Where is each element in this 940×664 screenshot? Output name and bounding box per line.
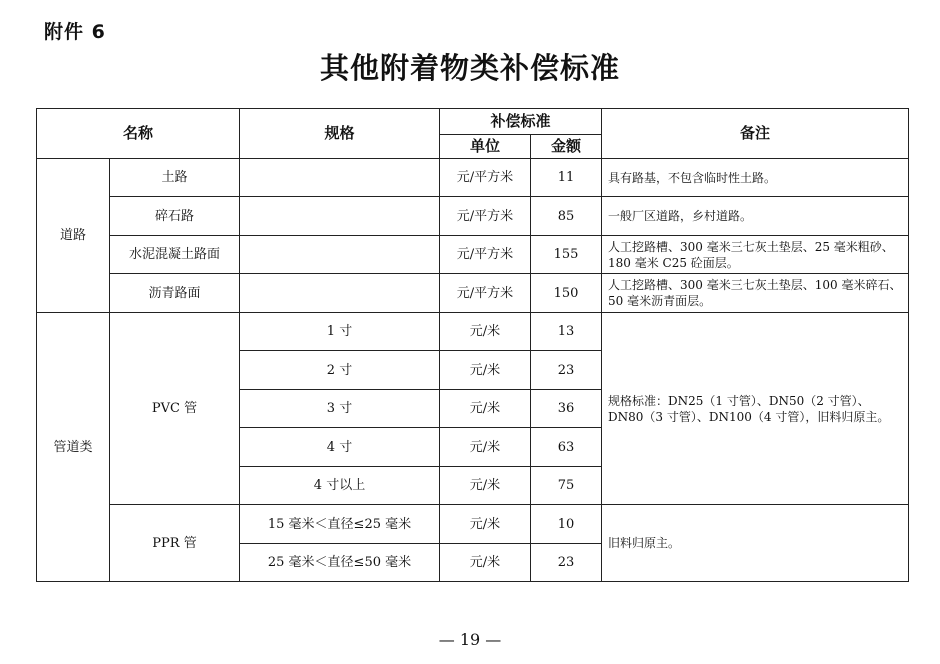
category-road: 道路 bbox=[37, 159, 110, 313]
header-spec: 规格 bbox=[240, 109, 440, 159]
header-remark: 备注 bbox=[602, 109, 909, 159]
item-remark: 人工挖路槽、300 毫米三七灰土垫层、100 毫米碎石、50 毫米沥青面层。 bbox=[602, 274, 909, 313]
item-amount: 155 bbox=[531, 236, 602, 274]
item-amount: 10 bbox=[531, 505, 602, 544]
item-unit: 元/米 bbox=[440, 313, 531, 351]
item-spec: 4 寸以上 bbox=[240, 467, 440, 505]
item-spec: 3 寸 bbox=[240, 390, 440, 428]
compensation-table bbox=[36, 108, 909, 582]
table-row bbox=[37, 313, 909, 351]
item-amount: 13 bbox=[531, 313, 602, 351]
item-unit: 元/米 bbox=[440, 544, 531, 582]
item-amount: 150 bbox=[531, 274, 602, 313]
item-unit: 元/米 bbox=[440, 351, 531, 390]
item-spec bbox=[240, 274, 440, 313]
item-remark: 人工挖路槽、300 毫米三七灰土垫层、25 毫米粗砂、180 毫米 C25 砼面层。 bbox=[602, 236, 909, 274]
item-name: 土路 bbox=[110, 159, 240, 197]
item-amount: 63 bbox=[531, 428, 602, 467]
item-spec: 15 毫米＜直径≤25 毫米 bbox=[240, 505, 440, 544]
item-remark: 具有路基，不包含临时性土路。 bbox=[602, 159, 909, 197]
header-standard: 补偿标准 bbox=[440, 109, 602, 135]
item-unit: 元/平方米 bbox=[440, 197, 531, 236]
ppr-name: PPR 管 bbox=[110, 505, 240, 582]
annex-label: 附件 6 bbox=[44, 21, 106, 43]
table-row bbox=[37, 505, 909, 544]
item-remark: 一般厂区道路，乡村道路。 bbox=[602, 197, 909, 236]
pvc-name: PVC 管 bbox=[110, 313, 240, 505]
page-title: 其他附着物类补偿标准 bbox=[319, 51, 620, 85]
item-name: 水泥混凝土路面 bbox=[110, 236, 240, 274]
table-row bbox=[37, 159, 909, 197]
item-unit: 元/米 bbox=[440, 428, 531, 467]
item-name: 碎石路 bbox=[110, 197, 240, 236]
ppr-remark: 旧料归原主。 bbox=[602, 505, 909, 582]
item-spec bbox=[240, 159, 440, 197]
item-amount: 75 bbox=[531, 467, 602, 505]
item-amount: 36 bbox=[531, 390, 602, 428]
table-row bbox=[37, 236, 909, 274]
header-name: 名称 bbox=[37, 109, 240, 159]
pvc-remark: 规格标准：DN25（1 寸管）、DN50（2 寸管）、DN80（3 寸管）、DN100（4 寸管），旧料归原主。 bbox=[602, 313, 909, 505]
item-unit: 元/平方米 bbox=[440, 159, 531, 197]
header-amount: 金额 bbox=[531, 135, 602, 159]
item-unit: 元/米 bbox=[440, 467, 531, 505]
item-spec: 2 寸 bbox=[240, 351, 440, 390]
item-spec: 4 寸 bbox=[240, 428, 440, 467]
item-unit: 元/米 bbox=[440, 505, 531, 544]
item-amount: 23 bbox=[531, 351, 602, 390]
item-unit: 元/平方米 bbox=[440, 274, 531, 313]
item-spec: 25 毫米＜直径≤50 毫米 bbox=[240, 544, 440, 582]
item-unit: 元/平方米 bbox=[440, 236, 531, 274]
item-amount: 23 bbox=[531, 544, 602, 582]
item-spec: 1 寸 bbox=[240, 313, 440, 351]
table-row bbox=[37, 197, 909, 236]
item-spec bbox=[240, 236, 440, 274]
item-amount: 11 bbox=[531, 159, 602, 197]
page-number: — 19 — bbox=[438, 630, 502, 649]
item-unit: 元/米 bbox=[440, 390, 531, 428]
item-spec bbox=[240, 197, 440, 236]
table-row bbox=[37, 274, 909, 313]
header-unit: 单位 bbox=[440, 135, 531, 159]
item-amount: 85 bbox=[531, 197, 602, 236]
item-name: 沥青路面 bbox=[110, 274, 240, 313]
category-pipe: 管道类 bbox=[37, 313, 110, 582]
